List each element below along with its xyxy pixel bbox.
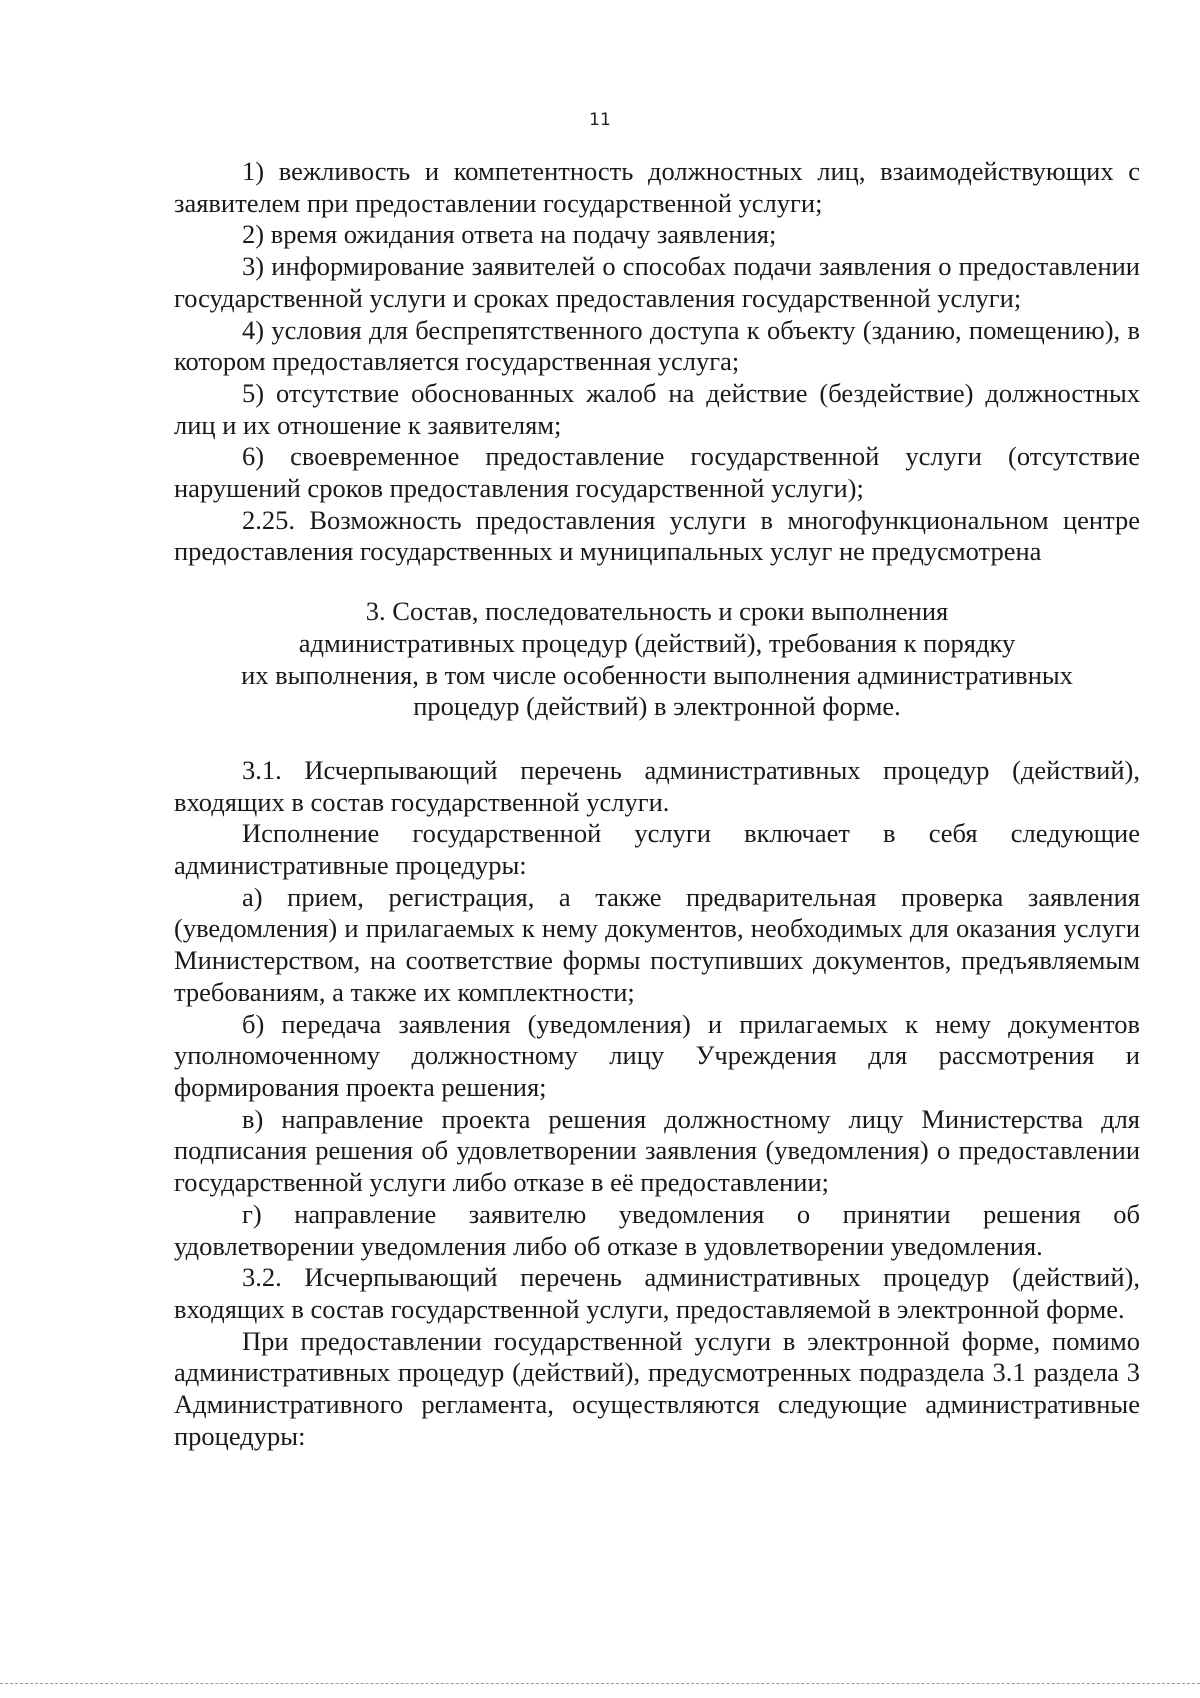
paragraph-item-1: 1) вежливость и компетентность должностных лиц, взаимодействующих с заявителем при предоставлении государственной услуги; bbox=[174, 156, 1140, 218]
paragraph-item-3: 3) информирование заявителей о способах подачи заявления о предоставлении государственной услуги и сроках предоставления государственной услуги; bbox=[174, 251, 1140, 313]
section-heading-line-2: административных процедур (действий), требования к порядку bbox=[298, 627, 1016, 658]
paragraph-item-6: 6) своевременное предоставление государственной услуги (отсутствие нарушений сроков предоставления государственной услуги); bbox=[174, 441, 1140, 504]
paragraph-item-a: а) прием, регистрация, а также предварительная проверка заявления (уведомления) и прилагаемых к нему документов, необходимых для оказания услуги Министерством, на соответствие формы поступивших документов, предъявляемым требованиям, а также их комплектности; bbox=[174, 881, 1140, 1007]
paragraph-item-4: 4) условия для беспрепятственного доступа к объекту (зданию, помещению), в котором предоставляется государственная услуга; bbox=[174, 314, 1140, 377]
section-heading-line-3: их выполнения, в том числе особенности выполнения административных bbox=[241, 659, 1073, 690]
paragraph-2-25: 2.25. Возможность предоставления услуги в многофункциональном центре предоставления государственных и муниципальных услуг не предусмотрена bbox=[174, 504, 1140, 567]
section-heading bbox=[174, 596, 1140, 723]
paragraph-item-2: 2) время ожидания ответа на подачу заявления; bbox=[242, 219, 777, 250]
section-heading-line-1: 3. Состав, последовательность и сроки выполнения bbox=[365, 596, 949, 627]
scan-edge-line bbox=[0, 1683, 1200, 1684]
paragraph-item-v: в) направление проекта решения должностному лицу Министерства для подписания решения об удовлетворении заявления (уведомления) о предоставлении государственной услуги либо отказе в её предоставлении; bbox=[174, 1103, 1140, 1198]
paragraph-3-1: 3.1. Исчерпывающий перечень административных процедур (действий), входящих в состав государственной услуги. bbox=[174, 754, 1140, 817]
paragraph-item-g: г) направление заявителю уведомления о принятии решения об удовлетворении уведомления либо об отказе в удовлетворении уведомления. bbox=[174, 1198, 1140, 1261]
paragraph-3-2: 3.2. Исчерпывающий перечень административных процедур (действий), входящих в состав государственной услуги, предоставляемой в электронной форме. bbox=[174, 1262, 1140, 1324]
paragraph-item-5: 5) отсутствие обоснованных жалоб на действие (бездействие) должностных лиц и их отношение к заявителям; bbox=[174, 377, 1140, 440]
section-heading-line-4: процедур (действий) в электронной форме. bbox=[413, 691, 901, 722]
page-number: 11 bbox=[589, 110, 611, 130]
paragraph-item-b: б) передача заявления (уведомления) и прилагаемых к нему документов уполномоченному должностному лицу Учреждения для рассмотрения и формирования проекта решения; bbox=[174, 1008, 1140, 1102]
paragraph-procedures-intro: Исполнение государственной услуги включает в себя следующие административные процедуры: bbox=[174, 818, 1140, 881]
paragraph-electronic-form: При предоставлении государственной услуги в электронной форме, помимо административных процедур (действий), предусмотренных подраздела 3.1 раздела 3 Административного регламента, осуществляются следующие административные процедуры: bbox=[174, 1325, 1140, 1451]
document-body bbox=[174, 156, 1140, 1452]
